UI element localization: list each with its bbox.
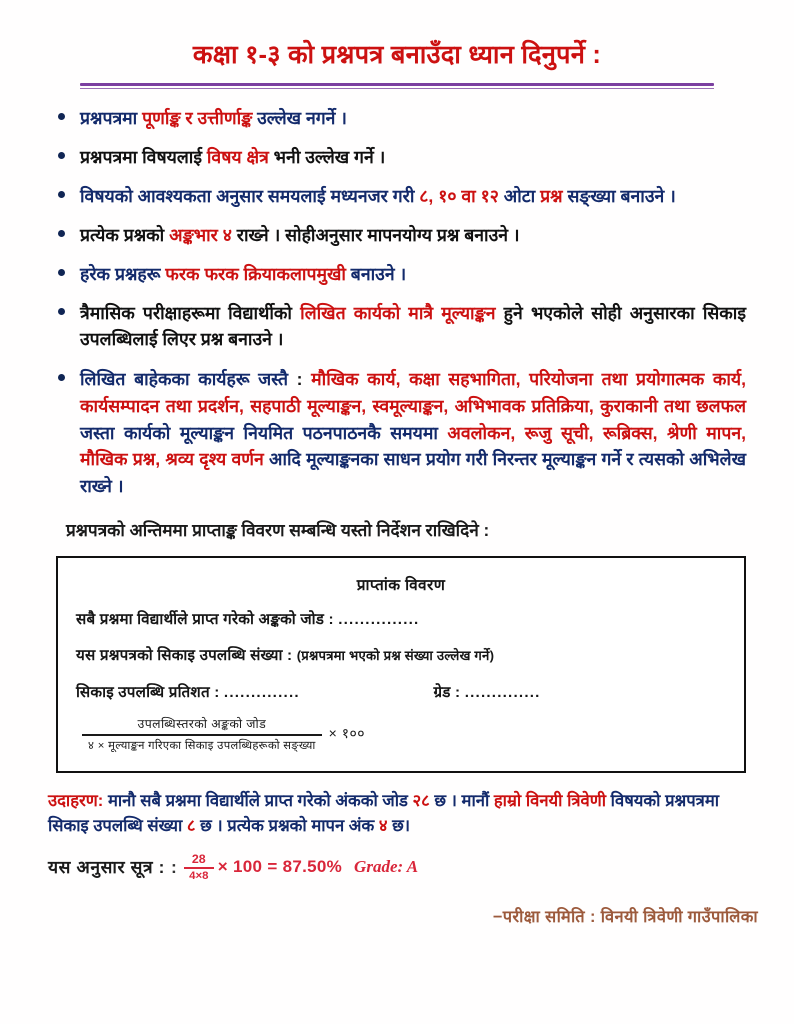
bullet-7-text <box>80 369 746 496</box>
worked-fraction <box>184 853 214 883</box>
percent-group <box>76 682 434 703</box>
text-segment: प्रश्न <box>540 185 563 206</box>
marks-box-row-lo-count <box>76 645 726 666</box>
list-item <box>56 300 746 353</box>
formula-fraction <box>82 715 322 753</box>
example-text <box>48 791 719 835</box>
text-segment: प्रश्नपत्रमा विषयलाई <box>80 146 207 167</box>
text-segment: लिखित बाहेकका कार्यहरू जस्तै <box>80 369 297 390</box>
text-segment: प्रश्नपत्रमा <box>80 107 143 128</box>
guidelines-list <box>0 105 794 500</box>
text-segment: सङ्ख्या बनाउने । <box>562 185 676 206</box>
text-segment: बनाउने । <box>345 263 407 284</box>
list-item <box>56 366 746 500</box>
text-segment: विषयको आवश्यकता अनुसार समयलाई मध्यनजर गरी <box>80 185 420 206</box>
percentage-formula <box>82 715 726 753</box>
text-segment: : <box>296 369 312 390</box>
text-segment: लिखित कार्यको मात्रै मूल्याङ्कन <box>300 302 496 323</box>
worked-result: × 100 = 87.50% <box>217 857 343 877</box>
text-segment: विषयको प्रश्नपत्रमा सिकाइ उपलब्धि संख्या <box>48 790 720 835</box>
percent-label: सिकाइ उपलब्धि प्रतिशत : <box>76 683 220 701</box>
worked-formula-line <box>48 853 754 883</box>
text-segment: प्रत्येक प्रश्नको <box>80 224 170 245</box>
text-segment: त्रैमासिक परीक्षाहरूमा विद्यार्थीको <box>80 302 301 323</box>
bullet-dot-icon <box>58 113 65 120</box>
bullet-2-text <box>80 147 385 167</box>
bullet-dot-icon <box>58 230 65 237</box>
formula-multiplier: × १०० <box>328 725 366 742</box>
text-segment: ८, १० वा १२ <box>419 185 499 206</box>
text-segment: २८ <box>412 790 430 810</box>
text-segment: मौखिक कार्य, कक्षा सहभागिता, परियोजना तथा प्रयोगात्मक कार्य, कार्यसम्पादन तथा प्रदर्शन, सहपाठी मूल्याङ्कन, स्वमूल्याङ्कन, अभिभावक प्रतिक्रिया, कुराकानी तथा छलफल <box>80 369 746 416</box>
text-segment: विषय क्षेत्र <box>206 146 269 167</box>
worked-formula-colon: : <box>171 856 177 877</box>
bullet-3-text <box>80 186 676 206</box>
text-segment: राख्ने । सोहीअनुसार मापनयोग्य प्रश्न बनाउने । <box>231 224 520 245</box>
text-segment: मानौ सबै प्रश्नमा विद्यार्थीले प्राप्त गरेको अंकको जोड <box>107 790 413 810</box>
title-section <box>0 0 794 89</box>
example-paragraph <box>48 789 754 839</box>
text-segment: फरक फरक क्रियाकलापमुखी <box>165 263 346 284</box>
text-segment: हाम्रो विनयी त्रिवेणी <box>493 790 607 810</box>
bullet-dot-icon <box>58 269 65 276</box>
worked-denominator: 4×8 <box>189 869 209 882</box>
worked-fraction-bar <box>184 867 214 869</box>
lo-count-note: (प्रश्नपत्रमा भएको प्रश्न संख्या उल्लेख गर्ने) <box>296 648 495 664</box>
text-segment: अङ्कभार ४ <box>169 224 232 245</box>
text-segment: ४ <box>378 815 388 835</box>
marks-box-row-total <box>76 609 726 630</box>
percent-blank[interactable]: .............. <box>223 683 300 701</box>
grade-blank[interactable]: .............. <box>464 683 541 701</box>
worked-formula-label: यस अनुसार सूत्र : <box>48 857 165 878</box>
bullet-dot-icon <box>58 191 65 198</box>
list-item <box>56 105 746 131</box>
text-segment: हरेक प्रश्नहरू <box>80 263 166 284</box>
title-divider-secondary <box>80 88 714 89</box>
worked-grade: Grade: A <box>354 857 419 877</box>
grade-group <box>434 682 727 703</box>
text-segment: छ । प्रत्येक प्रश्नको मापन अंक <box>195 815 379 835</box>
marks-box-title: प्राप्तांक विवरण <box>356 576 446 594</box>
lo-count-label: यस प्रश्नपत्रको सिकाइ उपलब्धि संख्या : <box>76 647 293 665</box>
text-segment: भनी उल्लेख गर्ने । <box>268 146 386 167</box>
text-segment: उल्लेख नगर्ने । <box>252 107 347 128</box>
text-segment: हुने भएकोले सोही अनुसारका सिकाइ उपलब्धिलाई लिएर प्रश्न बनाउने । <box>80 302 746 350</box>
bullet-dot-icon <box>58 374 65 381</box>
example-label: उदाहरण: <box>48 790 104 810</box>
text-segment: जस्ता कार्यको मूल्याङ्कन नियमित पठनपाठनकै समयमा <box>80 422 448 443</box>
bullet-6-text <box>80 303 746 350</box>
instruction-leadin: प्रश्नपत्रको अन्तिममा प्राप्ताङ्क विवरण सम्बन्धि यस्तो निर्देशन राखिदिने : <box>66 519 490 540</box>
list-item <box>56 183 746 209</box>
text-segment: पूर्णाङ्क र उत्तीर्णाङ्क <box>142 107 253 128</box>
signature-line: −परीक्षा समिति : विनयी त्रिवेणी गाउँपालिका <box>492 908 758 927</box>
marks-box-row-percent-grade <box>76 682 726 703</box>
text-segment: आदि मूल्याङ्कनका साधन प्रयोग गरी निरन्तर मूल्याङ्कन गर्ने र त्यसको अभिलेख राख्ने । <box>80 449 746 497</box>
text-segment: ओटा <box>498 185 541 206</box>
bullet-1-text <box>80 108 347 128</box>
list-item <box>56 222 746 248</box>
text-segment: ८ <box>186 815 196 835</box>
bullet-dot-icon <box>58 308 65 315</box>
title-divider <box>80 83 714 86</box>
bullet-5-text <box>80 264 406 284</box>
list-item <box>56 261 746 287</box>
bullet-4-text <box>80 225 520 245</box>
text-segment: अवलोकन, रूजु सूची, रूब्रिक्स, श्रेणी मापन, मौखिक प्रश्न, श्रव्य दृश्य वर्णन <box>80 422 746 470</box>
text-segment: छ । मानौं <box>429 790 494 810</box>
marks-detail-box <box>56 556 746 773</box>
grade-label: ग्रेड : <box>433 683 461 701</box>
page-title: कक्षा १-३ को प्रश्नपत्र बनाउँदा ध्यान दिनुपर्ने : <box>192 41 602 69</box>
list-item <box>56 144 746 170</box>
formula-denominator: ४ × मूल्याङ्कन गरिएका सिकाइ उपलब्धिहरूको सङ्ख्या <box>88 739 316 752</box>
worked-numerator: 28 <box>191 851 206 866</box>
total-marks-blank[interactable]: ............... <box>338 610 420 628</box>
formula-numerator: उपलब्धिस्तरको अङ्कको जोड <box>137 716 267 731</box>
bullet-dot-icon <box>58 152 65 159</box>
total-marks-label: सबै प्रश्नमा विद्यार्थीले प्राप्त गरेको अङ्कको जोड : <box>76 610 334 628</box>
text-segment: छ। <box>387 815 411 835</box>
